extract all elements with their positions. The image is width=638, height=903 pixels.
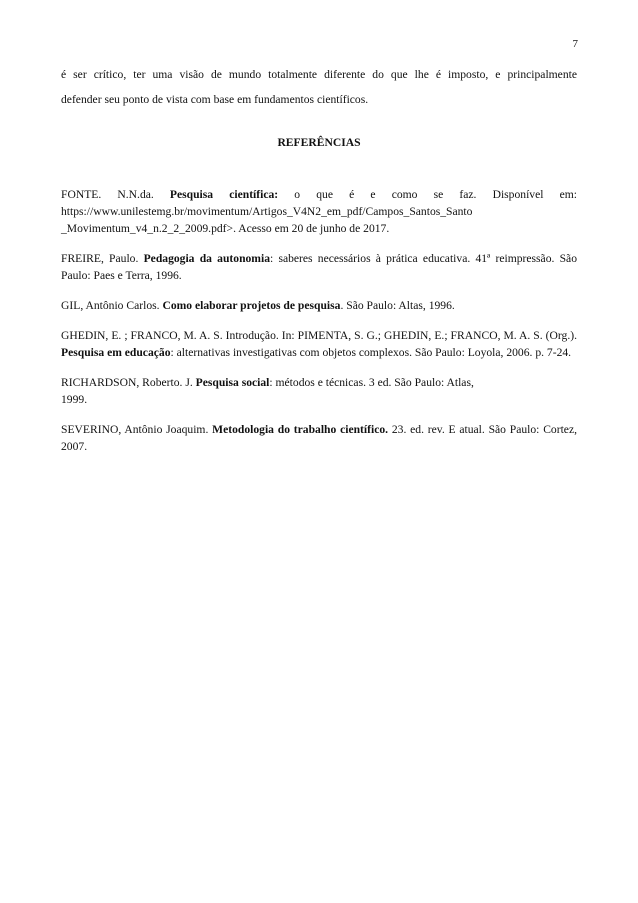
intro-paragraph xyxy=(61,62,577,112)
reference-richardson-line-1 xyxy=(61,374,577,391)
reference-author: SEVERINO, Antônio Joaquim. xyxy=(61,423,213,436)
reference-title: Metodologia do trabalho científico. xyxy=(212,423,389,436)
reference-severino xyxy=(61,421,577,455)
reference-title: Pesquisa científica: xyxy=(169,188,279,201)
reference-fonte xyxy=(61,186,577,237)
reference-author: GIL, Antônio Carlos. xyxy=(61,299,163,312)
reference-author: FREIRE, Paulo. xyxy=(61,252,144,265)
reference-details: : métodos e técnicas. 3 ed. São Paulo: Atlas, xyxy=(269,376,474,389)
reference-richardson-line-2: 1999. xyxy=(61,393,88,406)
reference-gil xyxy=(61,297,577,314)
reference-author: RICHARDSON, Roberto. J. xyxy=(61,376,196,389)
reference-details: o que é e como se faz. Disponível em: xyxy=(278,188,577,201)
reference-details: . São Paulo: Altas, 1996. xyxy=(340,299,455,312)
intro-line-2: defender seu ponto de vista com base em fundamentos científicos. xyxy=(61,93,369,106)
reference-richardson xyxy=(61,374,577,408)
references-list xyxy=(61,186,577,468)
reference-details: : alternativas investigativas com objetos complexos. São Paulo: Loyola, 2006. p. 7-24. xyxy=(170,346,572,359)
reference-ghedin xyxy=(61,327,577,361)
reference-title: Pesquisa em educação xyxy=(61,346,171,359)
reference-details: : saberes necessários à prática educativa. 41ª reimpressão. São Paulo: Paes e Terra, 1996. xyxy=(61,252,578,282)
reference-url-line-1: https://www.unilestemg.br/movimentum/Artigos_V4N2_em_pdf/Campos_Santos_Santo xyxy=(61,205,473,218)
reference-url-line-2: _Movimentum_v4_n.2_2_2009.pdf>. Acesso em 20 de junho de 2017. xyxy=(61,222,390,235)
reference-freire xyxy=(61,250,577,284)
references-heading: REFERÊNCIAS xyxy=(277,136,361,149)
page-number: 7 xyxy=(572,38,578,50)
reference-title: Como elaborar projetos de pesquisa xyxy=(162,299,341,312)
reference-author: FONTE. N.N.da. xyxy=(61,188,170,201)
reference-fonte-line-1 xyxy=(61,186,577,203)
reference-title: Pedagogia da autonomia xyxy=(143,252,270,265)
intro-line-1: é ser crítico, ter uma visão de mundo totalmente diferente do que lhe é imposto, e principalmente xyxy=(61,68,577,81)
reference-details: 23. ed. rev. E atual. São Paulo: Cortez, 2007. xyxy=(61,423,577,453)
reference-author: GHEDIN, E. ; FRANCO, M. A. S. Introdução. In: PIMENTA, S. G.; GHEDIN, E.; FRANCO, M. A. S. (Org.). xyxy=(61,329,577,342)
reference-title: Pesquisa social xyxy=(195,376,270,389)
